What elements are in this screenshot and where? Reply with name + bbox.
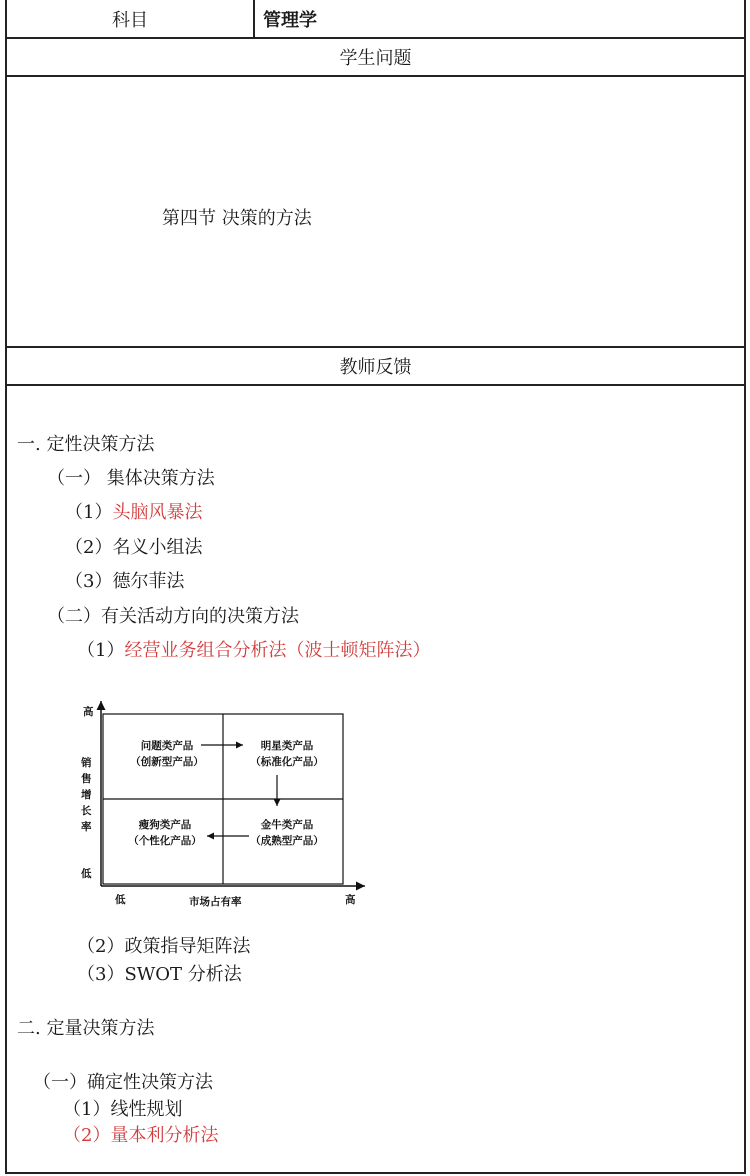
y-axis-low-label: 低 <box>81 868 92 880</box>
form-table <box>5 0 746 1174</box>
bcg-matrix-diagram <box>77 691 377 916</box>
section-heading-quantitative: 二. 定量决策方法 <box>17 1018 155 1039</box>
quadrant-cow-subtitle: （成熟型产品） <box>250 835 324 847</box>
x-axis-low-label: 低 <box>115 894 126 906</box>
list-item-highlight: （2）量本利分析法 <box>63 1125 219 1146</box>
list-item-highlight: 经营业务组合分析法（波士顿矩阵法） <box>124 640 431 661</box>
y-axis-high-label: 高 <box>83 706 94 718</box>
list-item: （1）线性规划 <box>63 1099 183 1120</box>
list-item <box>65 498 202 524</box>
y-axis-label-char: 销 <box>81 757 92 769</box>
teacher-feedback-body <box>7 386 744 1170</box>
list-item: （2）政策指导矩阵法 <box>77 936 251 957</box>
subsection-activity-direction: （二）有关活动方向的决策方法 <box>47 606 299 627</box>
list-item <box>77 636 430 662</box>
question-text: 第四节 决策的方法 <box>162 208 312 229</box>
x-axis-title: 市场占有率 <box>189 896 242 908</box>
subject-label: 科目 <box>7 0 255 37</box>
quadrant-question-title: 问题类产品 <box>140 740 194 752</box>
subject-value: 管理学 <box>263 9 317 31</box>
subsection-deterministic-decision: （一）确定性决策方法 <box>33 1072 213 1093</box>
y-axis-label-char: 长 <box>81 805 92 817</box>
list-item: （3）SWOT 分析法 <box>77 964 242 985</box>
y-axis-label-char: 增 <box>81 789 92 801</box>
x-axis-high-label: 高 <box>345 894 356 906</box>
subject-row <box>7 0 744 39</box>
list-item-highlight: 头脑风暴法 <box>112 502 203 523</box>
list-item-number: （1） <box>65 502 113 523</box>
section-heading-qualitative: 一. 定性决策方法 <box>17 434 155 455</box>
quadrant-star-subtitle: （标准化产品） <box>250 756 324 768</box>
list-item-number: （1） <box>77 640 125 661</box>
quadrant-dog-subtitle: （个性化产品） <box>128 835 202 847</box>
teacher-feedback-header: 教师反馈 <box>7 348 744 386</box>
y-axis-label-char: 率 <box>81 821 92 833</box>
student-question-body <box>7 77 744 348</box>
list-item: （3）德尔菲法 <box>65 571 185 592</box>
quadrant-dog-title: 瘦狗类产品 <box>138 819 192 831</box>
quadrant-star-title: 明星类产品 <box>260 740 314 752</box>
quadrant-cow-title: 金牛类产品 <box>260 819 314 831</box>
list-item: （2）名义小组法 <box>65 537 203 558</box>
quadrant-question-subtitle: （创新型产品） <box>130 756 204 768</box>
student-question-header: 学生问题 <box>7 39 744 77</box>
y-axis-label-char: 售 <box>81 773 92 785</box>
subsection-group-decision: （一） 集体决策方法 <box>47 468 215 489</box>
